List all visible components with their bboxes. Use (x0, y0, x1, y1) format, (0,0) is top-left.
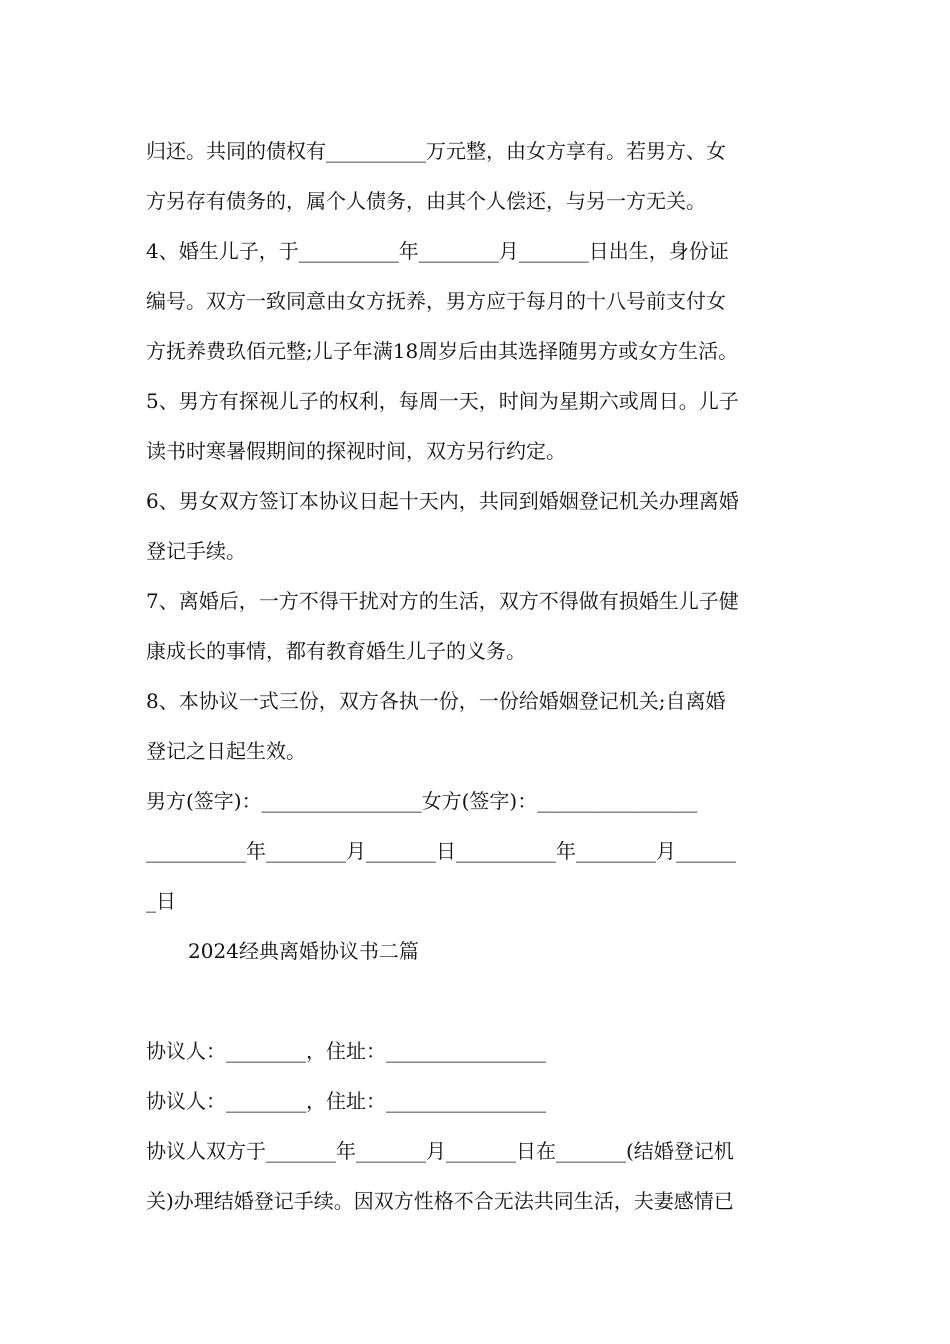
text-line: 编号。双方一致同意由女方抚养，男方应于每月的十八号前支付女 (146, 289, 726, 313)
text-line: 8、本协议一式三份，双方各执一份，一份给婚姻登记机关;自离婚 (146, 689, 726, 713)
text-line: 关)办理结婚登记手续。因双方性格不合无法共同生活，夫妻感情已 (146, 1189, 734, 1213)
text-line: 7、离婚后，一方不得干扰对方的生活，双方不得做有损婚生儿子健 (146, 589, 739, 613)
text-line: 登记之日起生效。 (146, 739, 306, 763)
text-line: 康成长的事情，都有教育婚生儿子的义务。 (146, 639, 526, 663)
text-line: 方另存有债务的，属个人债务，由其个人偿还，与另一方无关。 (146, 189, 706, 213)
text-line: 4、婚生儿子，于__________年________月_______日出生，身份证 (146, 239, 729, 263)
text-line: 方抚养费玖佰元整;儿子年满18周岁后由其选择随男方或女方生活。 (146, 339, 739, 363)
text-line: 归还。共同的债权有__________万元整，由女方享有。若男方、女 (146, 139, 726, 163)
text-line: 协议人双方于_______年_______月_______日在_______(结婚登记机 (146, 1139, 734, 1163)
text-line: 5、男方有探视儿子的权利，每周一天，时间为星期六或周日。儿子 (146, 389, 739, 413)
party-line: 协议人：________，住址：________________ (146, 1039, 546, 1063)
text-line: 读书时寒暑假期间的探视时间，双方另行约定。 (146, 439, 566, 463)
text-line: 登记手续。 (146, 539, 246, 563)
party-line: 协议人：________，住址：________________ (146, 1089, 546, 1113)
signature-line: 男方(签字)：________________女方(签字)：________________ (146, 789, 698, 813)
date-line-end: _日 (146, 889, 176, 913)
section-title: 2024经典离婚协议书二篇 (188, 939, 419, 963)
date-line: __________年________月_______日__________年________月______ (146, 839, 736, 863)
text-line: 6、男女双方签订本协议日起十天内，共同到婚姻登记机关办理离婚 (146, 489, 739, 513)
